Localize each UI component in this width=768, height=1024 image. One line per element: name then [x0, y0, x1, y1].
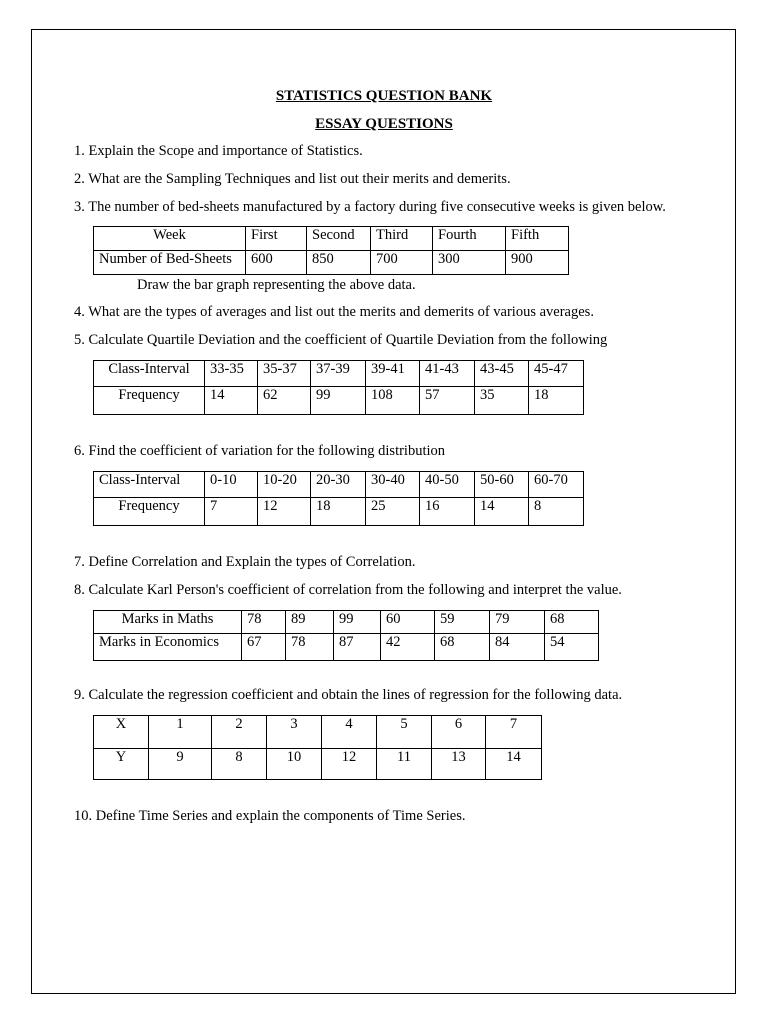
- table-cell: 43-45: [475, 361, 529, 387]
- table-cell: 7: [486, 716, 542, 749]
- section-title: ESSAY QUESTIONS: [315, 116, 453, 132]
- table-header-row: [94, 361, 584, 387]
- table-cell: 8: [529, 498, 584, 526]
- table-cell: Week: [94, 227, 246, 251]
- table-cell: 87: [334, 634, 381, 661]
- table-cell: 45-47: [529, 361, 584, 387]
- table-cell: 84: [490, 634, 545, 661]
- table-header-row: [94, 611, 599, 634]
- table-cell: 12: [258, 498, 311, 526]
- table-cell: Class-Interval: [94, 472, 205, 498]
- question-5: 5. Calculate Quartile Deviation and the coefficient of Quartile Deviation from the following: [74, 332, 608, 348]
- table-cell: 900: [506, 251, 569, 275]
- table-cell: 37-39: [311, 361, 366, 387]
- table-cell: 79: [490, 611, 545, 634]
- table-cell: 35-37: [258, 361, 311, 387]
- table-cell: 3: [267, 716, 322, 749]
- table-cell: 62: [258, 387, 311, 415]
- table-cell: 14: [205, 387, 258, 415]
- table-row: [94, 498, 584, 526]
- question-10: 10. Define Time Series and explain the components of Time Series.: [74, 808, 466, 824]
- question-3: 3. The number of bed-sheets manufactured by a factory during five consecutive weeks is given below.: [74, 199, 666, 215]
- table-cell: 700: [371, 251, 433, 275]
- table-cell: Frequency: [94, 387, 205, 415]
- table-cell: 67: [242, 634, 286, 661]
- table-cell: 5: [377, 716, 432, 749]
- bedsheet-table: [93, 226, 569, 275]
- table-row: [94, 251, 569, 275]
- table-cell: 16: [420, 498, 475, 526]
- table-cell: 10-20: [258, 472, 311, 498]
- question-7: 7. Define Correlation and Explain the types of Correlation.: [74, 554, 416, 570]
- question-6: 6. Find the coefficient of variation for the following distribution: [74, 443, 446, 459]
- table-cell: X: [94, 716, 149, 749]
- table-header-row: [94, 716, 542, 749]
- table-cell: 4: [322, 716, 377, 749]
- table-cell: 99: [311, 387, 366, 415]
- quartile-table: [93, 360, 584, 415]
- question-8: 8. Calculate Karl Person's coefficient of correlation from the following and interpret the value.: [74, 582, 622, 598]
- table-cell: Third: [371, 227, 433, 251]
- table-cell: 13: [432, 749, 486, 780]
- table-header-row: [94, 472, 584, 498]
- table-cell: 39-41: [366, 361, 420, 387]
- table-cell: 35: [475, 387, 529, 415]
- question-9: 9. Calculate the regression coefficient and obtain the lines of regression for the following data.: [74, 687, 623, 703]
- table-cell: 14: [475, 498, 529, 526]
- table-cell: 600: [246, 251, 307, 275]
- question-1: 1. Explain the Scope and importance of Statistics.: [74, 143, 363, 159]
- table-row: [94, 634, 599, 661]
- table-cell: 18: [311, 498, 366, 526]
- table-cell: Marks in Maths: [94, 611, 242, 634]
- table-cell: 57: [420, 387, 475, 415]
- table-cell: 99: [334, 611, 381, 634]
- table-cell: Fourth: [433, 227, 506, 251]
- question-4: 4. What are the types of averages and list out the merits and demerits of various averages.: [74, 304, 594, 320]
- document-title: STATISTICS QUESTION BANK: [275, 88, 493, 104]
- table-cell: 11: [377, 749, 432, 780]
- table-cell: 41-43: [420, 361, 475, 387]
- table-cell: Marks in Economics: [94, 634, 242, 661]
- table-cell: 850: [307, 251, 371, 275]
- table-cell: 60: [381, 611, 435, 634]
- table-cell: 54: [545, 634, 599, 661]
- regression-table: [93, 715, 542, 780]
- question-3-note: Draw the bar graph representing the above data.: [137, 277, 416, 293]
- table-cell: Class-Interval: [94, 361, 205, 387]
- table-cell: 40-50: [420, 472, 475, 498]
- table-cell: Fifth: [506, 227, 569, 251]
- table-cell: 14: [486, 749, 542, 780]
- table-cell: 10: [267, 749, 322, 780]
- question-2: 2. What are the Sampling Techniques and list out their merits and demerits.: [74, 171, 511, 187]
- table-cell: 7: [205, 498, 258, 526]
- table-cell: 18: [529, 387, 584, 415]
- table-cell: 78: [286, 634, 334, 661]
- table-cell: 1: [149, 716, 212, 749]
- table-cell: Y: [94, 749, 149, 780]
- table-cell: 68: [435, 634, 490, 661]
- table-row: [94, 387, 584, 415]
- table-cell: First: [246, 227, 307, 251]
- table-cell: 12: [322, 749, 377, 780]
- table-cell: 68: [545, 611, 599, 634]
- table-cell: 89: [286, 611, 334, 634]
- table-cell: 300: [433, 251, 506, 275]
- table-cell: 9: [149, 749, 212, 780]
- table-cell: 33-35: [205, 361, 258, 387]
- table-cell: 20-30: [311, 472, 366, 498]
- correlation-table: [93, 610, 599, 661]
- table-row: [94, 749, 542, 780]
- table-cell: 60-70: [529, 472, 584, 498]
- table-cell: 108: [366, 387, 420, 415]
- table-cell: 6: [432, 716, 486, 749]
- table-cell: Number of Bed-Sheets: [94, 251, 246, 275]
- table-cell: 0-10: [205, 472, 258, 498]
- table-cell: 50-60: [475, 472, 529, 498]
- table-cell: 2: [212, 716, 267, 749]
- table-header-row: [94, 227, 569, 251]
- table-cell: 30-40: [366, 472, 420, 498]
- table-cell: 59: [435, 611, 490, 634]
- table-cell: Frequency: [94, 498, 205, 526]
- table-cell: 42: [381, 634, 435, 661]
- table-cell: 8: [212, 749, 267, 780]
- table-cell: 25: [366, 498, 420, 526]
- variation-table: [93, 471, 584, 526]
- table-cell: 78: [242, 611, 286, 634]
- table-cell: Second: [307, 227, 371, 251]
